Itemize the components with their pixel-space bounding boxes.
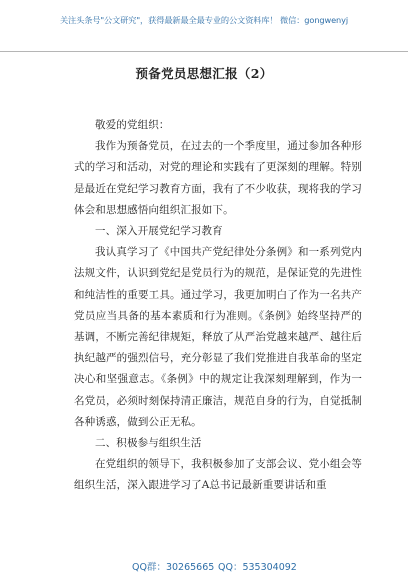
document-title: 预备党员思想汇报（2） [135, 66, 273, 81]
paragraph-intro: 我作为预备党员，在过去的一个季度里，通过参加各种形式的学习和活动，对党的理论和实践有了更深刻的理解。特别是最近在党纪学习教育方面，我有了不少收获，现将我的学习体会和思想感悟向组织汇报如下。 [74, 140, 362, 216]
paragraph-organization-life: 在党组织的领导下，我积极参加了支部会议、党小组会等组织生活，深入跟进学习了A总书记最新重要讲话和重 [74, 458, 362, 492]
header-note-text: 关注头条号"公文研究"，获得最新最全最专业的公文资料库！ 微信：gongwenyj [59, 15, 349, 25]
header-divider [0, 51, 408, 52]
section-heading-1: 一、深入开展党纪学习教育 [95, 225, 223, 238]
footer-qq-group: QQ群：30265665 [132, 562, 215, 573]
document-body [74, 115, 362, 497]
header-note [0, 0, 408, 40]
salutation: 敬爱的党组织： [95, 119, 170, 131]
paragraph-discipline-study: 我认真学习了《中国共产党纪律处分条例》和一系列党内法规文件，认识到党纪是党员行为的规范，是保证党的先进性和纯洁性的重要工具。通过学习，我更加明白了作为一名共产党员应当具备的基本素质和行为准则。《条例》始终坚持严的基调，不断完善纪律规矩，释放了从严治党越来越严、越往后执纪越严的强烈信号，充分彰显了我们党推进自我革命的坚定决心和坚强意志。《条例》中的规定让我深刻理解到，作为一名党员，必须时刻保持清正廉洁，规范自身的行为，自觉抵制各种诱惑，做到公正无私。 [74, 246, 362, 428]
footer-qq: QQ：535304092 [218, 562, 297, 573]
section-heading-2: 二、积极参与组织生活 [95, 437, 202, 450]
footer-contact [0, 560, 408, 576]
